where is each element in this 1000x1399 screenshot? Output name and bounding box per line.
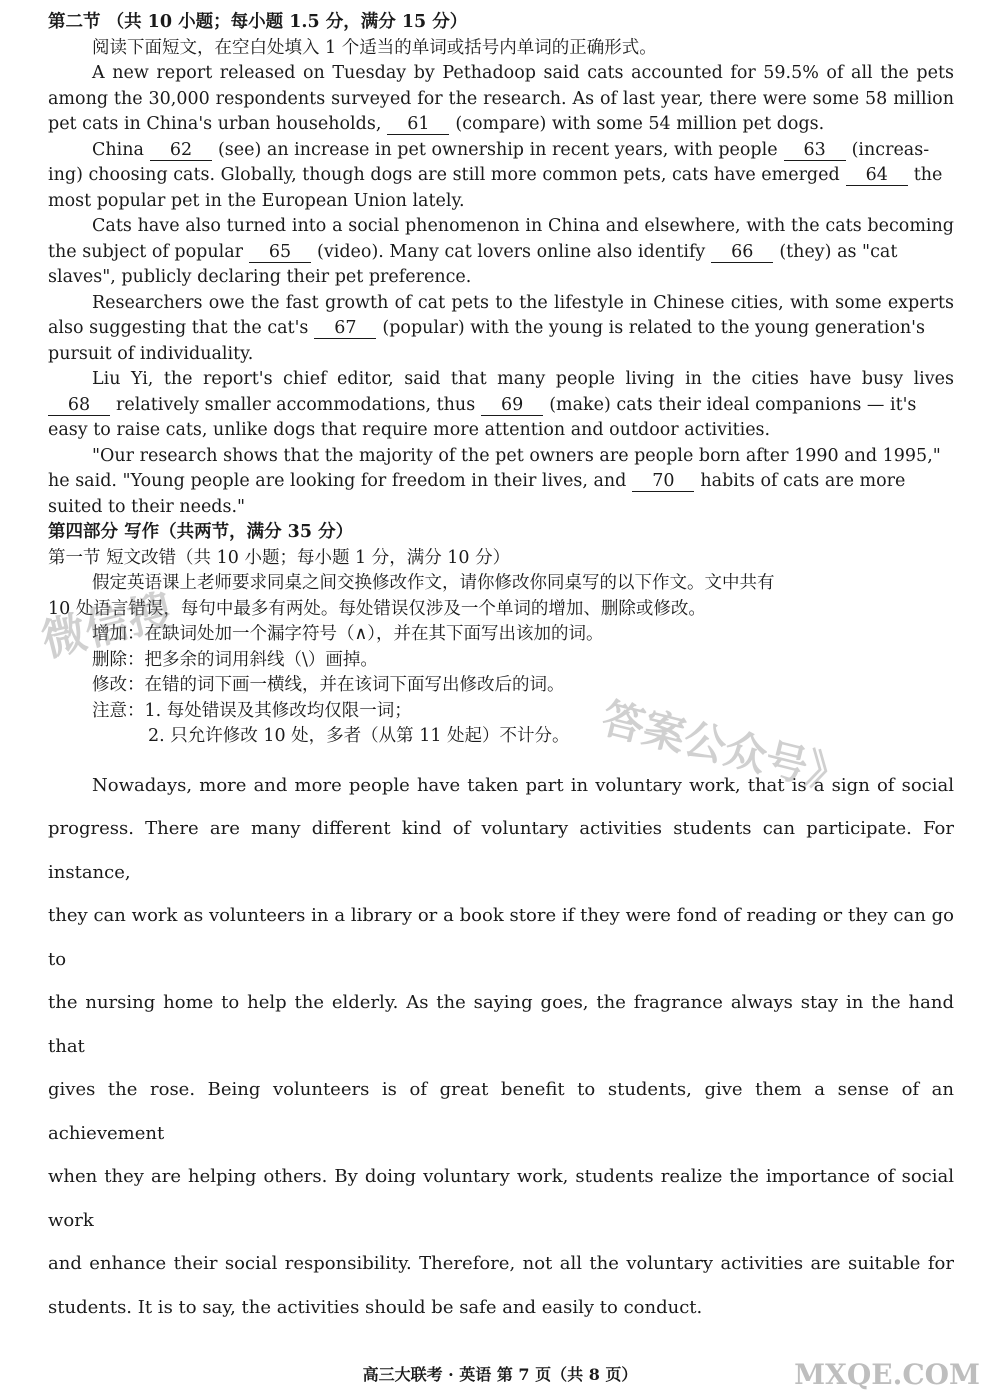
passage-line <box>48 393 954 419</box>
blank-70: 70 <box>632 471 694 492</box>
passage-line: A new report released on Tuesday by Pethadoop said cats accounted for 59.5% of all the pets <box>92 63 954 83</box>
passage-line: Researchers owe the fast growth of cat pets to the lifestyle in Chinese cities, with some experts <box>92 292 954 313</box>
exam-page <box>48 10 954 1329</box>
passage-line <box>48 469 954 495</box>
passage-line: among the 30,000 respondents surveyed for the research. As of last year, there were some 58 million <box>48 88 954 109</box>
passage-text: (they) as "cat <box>779 241 898 262</box>
passage-line: most popular pet in the European Union lately. <box>48 190 465 211</box>
error-correction-essay <box>48 764 954 1330</box>
blank-67: 67 <box>314 318 376 339</box>
passage-text: (compare) with some 54 million pet dogs. <box>455 114 825 134</box>
watermark-right: 答案公众号》 <box>597 693 854 802</box>
passage-line: easy to raise cats, unlike dogs that require more attention and outdoor activities. <box>48 420 771 440</box>
blank-69: 69 <box>481 395 543 416</box>
essay-line: they can work as volunteers in a library or a book store if they were fond of reading or they can go to <box>48 905 954 970</box>
passage-text: (increas- <box>851 139 930 160</box>
passage-text: relatively smaller accommodations, thus <box>116 394 476 415</box>
passage-line: slaves", publicly declaring their pet preference. <box>48 267 472 287</box>
passage-line: Liu Yi, the report's chief editor, said that many people living in the cities have busy lives <box>92 369 954 389</box>
instruction-add: 增加：在缺词处加一个漏字符号（∧），并在其下面写出该加的词。 <box>92 624 604 644</box>
essay-line: students. It is to say, the activities should be safe and easily to conduct. <box>48 1296 703 1318</box>
passage-line: Cats have also turned into a social phenomenon in China and elsewhere, with the cats becoming <box>92 216 954 236</box>
passage-text: the <box>913 165 943 185</box>
passage-text: (popular) with the young is related to the young generation's <box>382 318 925 338</box>
watermark-left: 微信搜 <box>36 585 178 668</box>
part4-header: 第四部分 写作（共两节，满分 35 分） <box>48 522 354 542</box>
blank-64: 64 <box>846 165 908 186</box>
part4-section1-header: 第一节 短文改错（共 10 小题；每小题 1 分，满分 10 分） <box>48 547 511 568</box>
blank-62: 62 <box>150 140 212 161</box>
instruction-line: 假定英语课上老师要求同桌之间交换修改作文，请你修改你同桌写的以下作文。文中共有 <box>92 573 775 593</box>
passage-text: ing) choosing cats. Globally, though dogs are still more common pets, cats have emerged <box>48 165 840 185</box>
passage-text: (see) an increase in pet ownership in recent years, with people <box>217 139 778 160</box>
passage-text: the subject of popular <box>48 241 244 262</box>
passage-text: also suggesting that the cat's <box>48 318 309 338</box>
passage-line: pursuit of individuality. <box>48 343 254 364</box>
section2-instruction: 阅读下面短文，在空白处填入 1 个适当的单词或括号内单词的正确形式。 <box>92 37 657 58</box>
instruction-note-1: 注意：1. 每处错误及其修改均仅限一词； <box>92 700 412 721</box>
essay-line: when they are helping others. By doing voluntary work, students realize the importance of social work <box>48 1166 954 1231</box>
blank-63: 63 <box>784 140 846 161</box>
instruction-note-2: 2. 只允许修改 10 处，多者（从第 11 处起）不计分。 <box>148 726 570 746</box>
instruction-line: 10 处语言错误，每句中最多有两处。每处错误仅涉及一个单词的增加、删除或修改。 <box>48 598 706 619</box>
passage-text: habits of cats are more <box>700 471 906 491</box>
passage-line <box>48 163 954 189</box>
essay-line: progress. There are many different kind of voluntary activities students can participate. For instance, <box>48 818 954 883</box>
passage-line: "Our research shows that the majority of the pet owners are people born after 1990 and 1995," <box>92 445 941 466</box>
passage-text: pet cats in China's urban households, <box>48 114 382 134</box>
essay-line: gives the rose. Being volunteers is of great benefit to students, give them a sense of an achievement <box>48 1079 954 1144</box>
passage-line <box>48 316 954 342</box>
passage-text: (video). Many cat lovers online also identify <box>317 241 706 262</box>
passage-line: suited to their needs." <box>48 496 246 517</box>
page-footer: 高三大联考 · 英语 第 7 页（共 8 页） <box>362 1365 638 1384</box>
blank-61: 61 <box>387 114 449 135</box>
watermark-corner-logo: MXQE.COM <box>794 1358 980 1391</box>
passage-line <box>48 240 954 266</box>
essay-line: Nowadays, more and more people have taken part in voluntary work, that is a sign of social <box>92 774 954 796</box>
passage-line <box>48 138 954 164</box>
instruction-modify: 修改：在错的词下画一横线，并在该词下面写出修改后的词。 <box>92 675 565 695</box>
section2-header: 第二节 （共 10 小题；每小题 1.5 分，满分 15 分） <box>48 12 468 32</box>
blank-68: 68 <box>48 395 110 416</box>
passage-text: (make) cats their ideal companions — it's <box>549 394 917 415</box>
passage-line <box>48 112 954 138</box>
instruction-delete: 删除：把多余的词用斜线（\）画掉。 <box>92 649 378 670</box>
blank-65: 65 <box>249 242 311 263</box>
blank-66: 66 <box>711 242 773 263</box>
passage-text: China <box>92 139 144 160</box>
passage-text: he said. "Young people are looking for freedom in their lives, and <box>48 471 627 491</box>
essay-line: and enhance their social responsibility. Therefore, not all the voluntary activities are suitable for <box>48 1253 954 1274</box>
essay-line: the nursing home to help the elderly. As the saying goes, the fragrance always stay in the hand that <box>48 992 954 1057</box>
